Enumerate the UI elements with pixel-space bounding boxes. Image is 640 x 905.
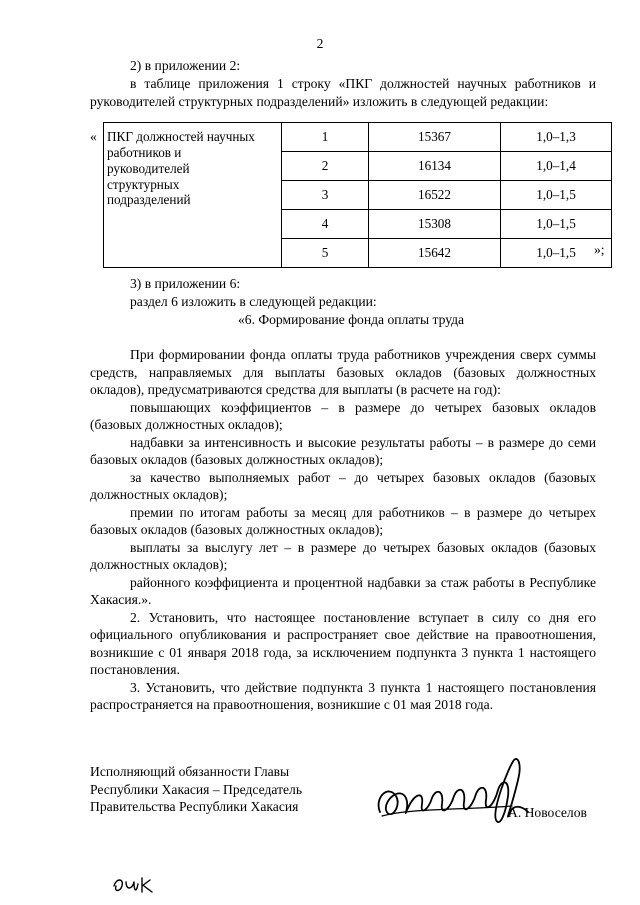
section-title: «6. Формирование фонда оплаты труда (238, 312, 465, 327)
bullet-paragraph: премии по итогам работы за месяц для работников – в размере до четырех базовых окладов (базовых должностных окладов); (90, 504, 596, 537)
level-cell: 5 (282, 239, 369, 268)
group-name-cell (104, 123, 282, 268)
group-name-line: структурных (107, 176, 180, 192)
bullet-paragraph: выплаты за выслугу лет – в размере до четырех базовых окладов (базовых должностных окладов); (90, 539, 596, 572)
coef-cell: 1,0–1,4 (501, 152, 612, 181)
page-number: 2 (316, 36, 324, 51)
amendment-body (90, 346, 596, 714)
table-row (104, 123, 612, 152)
item2-text-line2: руководителей структурных подразделений» изложить в следующей редакции: (90, 94, 549, 109)
group-name-line: руководителей (107, 160, 190, 176)
coef-cell: 1,0–1,3 (501, 123, 612, 152)
bullet-paragraph: за качество выполняемых работ – до четырех базовых окладов (базовых должностных окладов); (90, 469, 596, 502)
level-cell: 1 (282, 123, 369, 152)
signatory-title-line: Исполняющий обязанности Главы (90, 764, 290, 779)
group-name-line: подразделений (107, 192, 191, 208)
coef-cell: 1,0–1,5 (501, 210, 612, 239)
salary-cell: 16134 (369, 152, 501, 181)
item2-text-line1: в таблице приложения 1 строку «ПКГ должностей научных работников и (130, 76, 596, 91)
handwritten-signature (372, 750, 542, 840)
item3-heading: 3) в приложении 6: (130, 276, 241, 291)
point-3-paragraph: 3. Установить, что действие подпункта 3 пункта 1 настоящего постановления распространяется на правоотношения, возникшие с 01 мая 2018 года. (90, 679, 596, 712)
level-cell: 2 (282, 152, 369, 181)
salary-cell: 16522 (369, 181, 501, 210)
handwritten-mark (110, 872, 160, 896)
bullet-paragraph: районного коэффициента и процентной надбавки за стаж работы в Республике Хакасия.». (90, 574, 596, 607)
bullet-paragraph: надбавки за интенсивность и высокие результаты работы – в размере до семи базовых окладов (базовых должностных окладов); (90, 434, 596, 467)
coef-cell: 1,0–1,5 (501, 181, 612, 210)
signatory-title-line: Республики Хакасия – Председатель (90, 781, 303, 797)
paragraph-fund: При формировании фонда оплаты труда работников учреждения сверх суммы средств, направляемых для выплаты базовых окладов (базовых должностных окладов), предусматриваются средства для выплаты (в расчете на год): (90, 347, 596, 397)
quote-close: »; (594, 242, 605, 257)
salary-cell: 15642 (369, 239, 501, 268)
item3-text: раздел 6 изложить в следующей редакции: (130, 294, 377, 309)
signatory-name: А. Новоселов (508, 805, 587, 820)
level-cell: 4 (282, 210, 369, 239)
pkg-table (103, 122, 612, 268)
signatory-title (90, 763, 302, 816)
group-name-line: ПКГ должностей научных (107, 129, 255, 144)
salary-cell: 15308 (369, 210, 501, 239)
item2-heading: 2) в приложении 2: (130, 58, 241, 73)
level-cell: 3 (282, 181, 369, 210)
coef-cell: 1,0–1,5 (501, 239, 612, 268)
salary-cell: 15367 (369, 123, 501, 152)
quote-open: « (90, 129, 97, 144)
bullet-paragraph: повышающих коэффициентов – в размере до четырех базовых окладов (базовых должностных окладов); (90, 399, 596, 432)
signatory-title-line: Правительства Республики Хакасия (90, 799, 299, 815)
group-name-line: работников и (107, 144, 182, 160)
point-2-paragraph: 2. Установить, что настоящее постановление вступает в силу со дня его официального опубликования и распространяет свое действие на правоотношения, возникшие с 01 января 2018 года, за исключением подпункта 3 пункта 1 настоящего постановления. (90, 609, 596, 677)
